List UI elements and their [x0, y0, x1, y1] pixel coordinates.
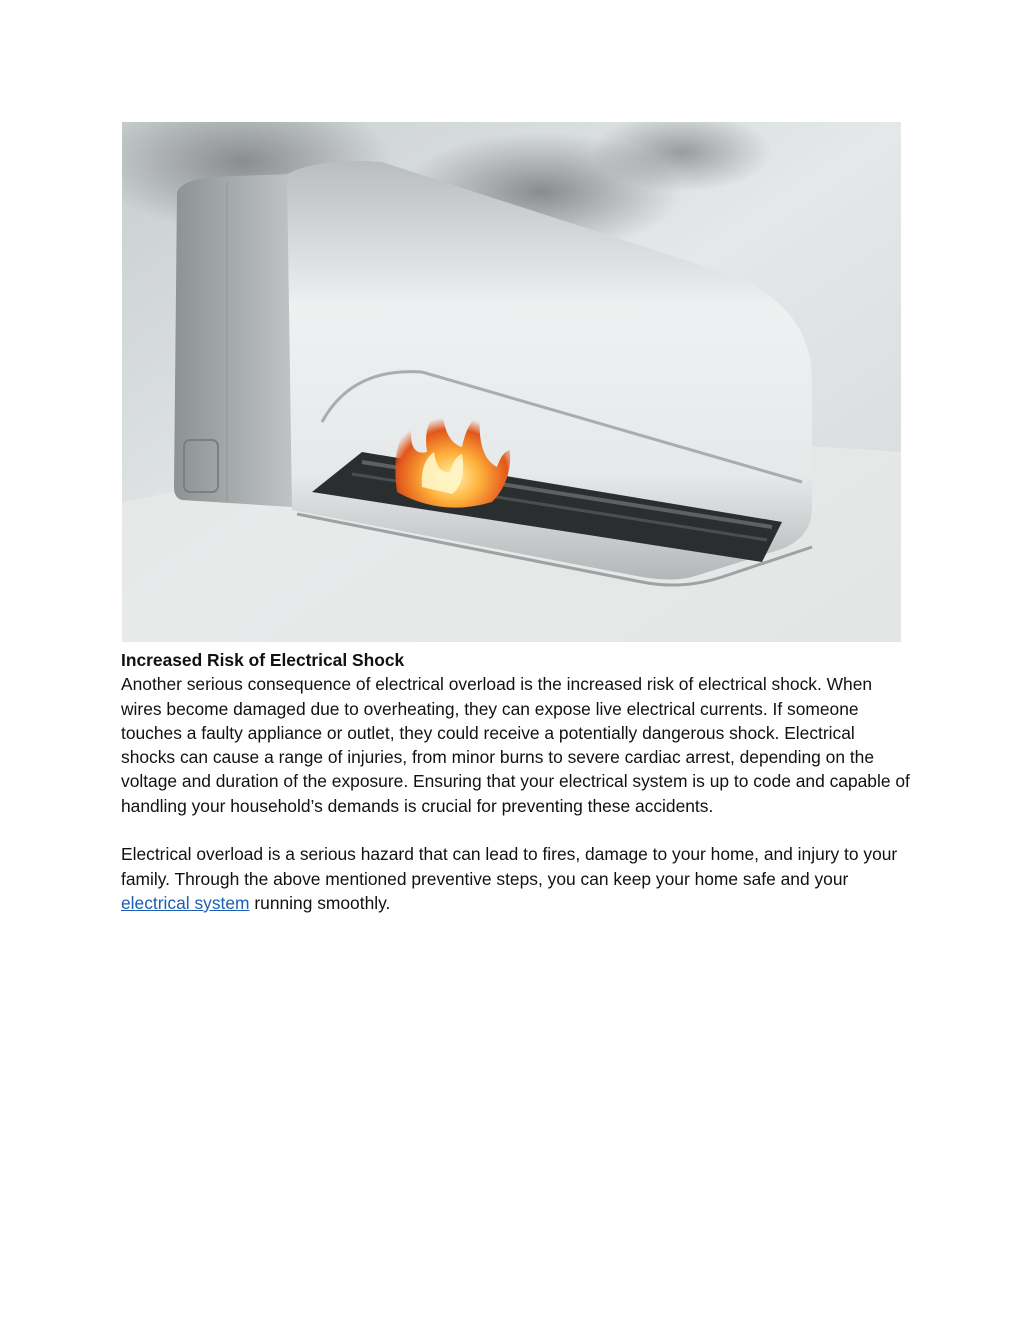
section-heading: Increased Risk of Electrical Shock	[121, 650, 405, 670]
conclusion-text-after: running smoothly.	[249, 892, 391, 913]
electrical-system-link[interactable]: electrical system	[121, 892, 250, 913]
air-conditioner-illustration	[122, 122, 901, 642]
burning-air-conditioner-image	[122, 122, 901, 642]
article-content	[121, 648, 911, 915]
section-paragraph: Another serious consequence of electrical overload is the increased risk of electrical shock. When wires become damaged due to overheating, they can expose live electrical currents. If someone touches a faulty appliance or outlet, they could receive a potentially dangerous shock. Electrical shocks can cause a range of injuries, from minor burns to severe cardiac arrest, depending on the voltage and duration of the exposure. Ensuring that your electrical system is up to code and capable of handling your household’s demands is crucial for preventing these accidents.	[121, 674, 910, 816]
conclusion-text-before: Electrical overload is a serious hazard that can lead to fires, damage to your home, and injury to your family. Through the above mentioned preventive steps, you can keep your home safe and your	[121, 844, 898, 889]
conclusion-paragraph	[121, 842, 911, 915]
